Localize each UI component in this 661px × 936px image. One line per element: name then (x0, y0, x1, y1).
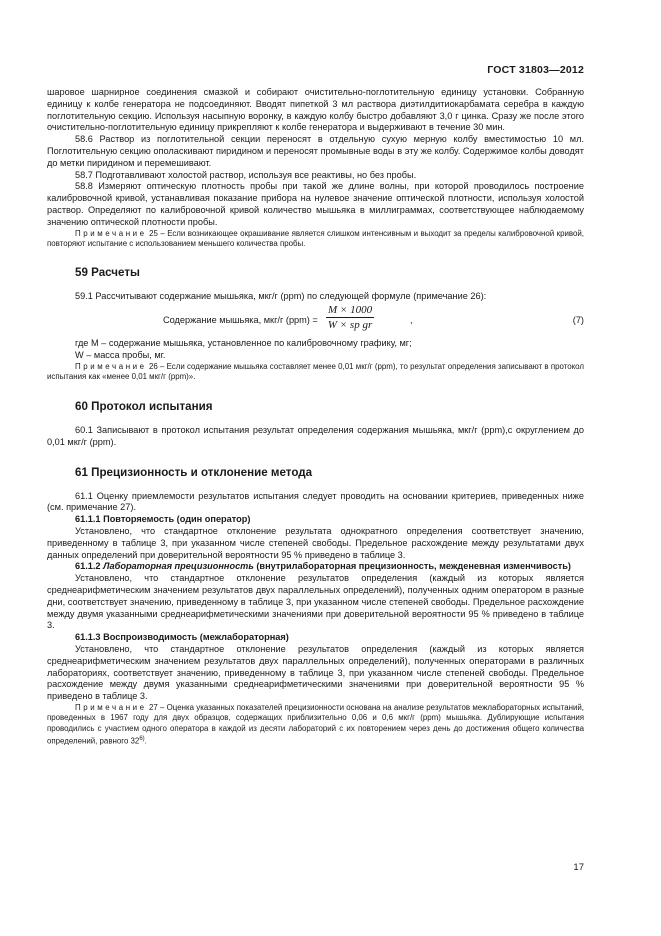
document-code: ГОСТ 31803—2012 (487, 64, 584, 76)
heading-61-1-2 (47, 561, 584, 573)
note-25-text: 25 – Если возникающее окрашивание является слишком интенсивным и выходит за пределы калибровочной кривой, повторяют испытание с использованием меньшего количества пробы. (47, 228, 584, 249)
paragraph-61-1-2: Установлено, что стандартное отклонение результатов определения (каждый из которых является среднеарифметическим значением результатов двух параллельных определений), полученных одним оператором в разные дни, соответствует значению, приведенному в таблице 3, при указанном числе степеней свободы. Предельное расхождение между двумя указанными среднеарифметическими значениями при доверительной вероятности 95 % приведено в таблице 3. (47, 573, 584, 631)
where-m: где M – содержание мышьяка, установленное по калибровочному графику, мг; (75, 338, 412, 349)
where-w: W – масса пробы, мг. (75, 350, 166, 361)
formula-number: (7) (572, 315, 584, 326)
formula-comma: , (410, 315, 413, 326)
section-60-title: 60 Протокол испытания (75, 399, 213, 413)
note-26 (47, 362, 584, 383)
heading-61-1-1: 61.1.1 Повторяемость (один оператор) (75, 514, 251, 525)
paragraph-58-6: 58.6 Раствор из поглотительной секции переносят в отдельную сухую мерную колбу вместимостью 10 мл. Поглотительную секцию ополаскивают пиридином и переносят промывные воды в эту же колбу. Содержимое колбы доводят до метки пиридином и перемешивают. (47, 134, 584, 168)
heading-61-1-2-italic: Лабораторная прецизионность (103, 561, 254, 572)
formula-denominator: W × sp gr (327, 319, 373, 332)
paragraph-continued: шаровое шарнирное соединения смазкой и собирают очистительно-поглотительную единицу установки. Собранную единицу к колбе генератора не подсоединяют. Вводят пипеткой 3 мл раствора диэтилдитиокарбамата серебра в каждую поглотительную секцию. Используя насыпную воронку, в каждую колбу быстро добавляют 3,0 г цинка. Сразу же после этого очистительно-поглотительную единицу прикрепляют к колбе генератора и выдерживают в течение 30 мин. (47, 87, 584, 133)
paragraph-61-1-3: Установлено, что стандартное отклонение результатов определения (каждый из которых является среднеарифметическим значением результатов двух параллельных определений), полученных операторами в различных лабораториях, соответствует значению, приведенному в таблице 3, при указанном числе степеней свободы. Предельное расхождение между двумя указанными среднеарифметическими значениями при доверительной вероятности 95 % приведено в таблице 3. (47, 643, 584, 702)
note-27 (47, 703, 584, 748)
page-body (47, 0, 584, 748)
paragraph-61-1-1: Установлено, что стандартное отклонение результата однократного определения соответствует значению, приведенному в таблице 3, при указанном числе степеней свободы. Предельное расхождение между результатами двух данных определений при доверительной вероятности 95 % приведено в таблице 3. (47, 525, 584, 560)
formula-fraction (326, 303, 374, 333)
paragraph-58-7: 58.7 Подготавливают холостой раствор, используя все реактивы, но без пробы. (75, 169, 417, 180)
formula-numerator: M × 1000 (328, 304, 373, 317)
page-number: 17 (573, 862, 584, 873)
note-label: Примечание (75, 361, 147, 371)
heading-61-1-2-rest: (внутрилабораторная прецизионность, межденевная изменчивость) (253, 561, 571, 572)
note-27-end: . (144, 737, 147, 747)
formula-7 (47, 302, 584, 338)
heading-61-1-2-num: 61.1.2 (75, 561, 104, 572)
note-label: Примечание (75, 702, 147, 712)
note-27-text: 27 – Оценка указанных показателей прецизионности основана на анализе результатов межлабораторных испытаний, проведенных в 1967 году для двух образцов, содержащих приблизительно 0,06 и 0,6 мкг/г (ppm) мышьяка. Дублирующие испытания проводились с участием одного оператора в каждой из десяти лабораторий с их повторением через день до достижения общего количества определений, равного 32 (47, 702, 584, 747)
section-59-title: 59 Расчеты (75, 265, 140, 279)
note-25 (47, 229, 584, 250)
paragraph-59-1: 59.1 Рассчитывают содержание мышьяка, мкг/г (ppm) по следующей формуле (примечание 26): (75, 290, 487, 301)
section-61-title: 61 Прецизионность и отклонение метода (75, 465, 313, 479)
footnote-ref: 6) (139, 736, 145, 743)
note-label: Примечание (75, 228, 147, 238)
formula-lhs: Содержание мышьяка, мкг/г (ppm) = (163, 315, 318, 326)
paragraph-61-1: 61.1 Оценку приемлемости результатов испытания следует проводить на основании критериев, приведенных ниже (см. примечание 27). (47, 490, 584, 513)
paragraph-60-1: 60.1 Записывают в протокол испытания результат определения содержания мышьяка, мкг/г (ppm),с округлением до 0,01 мкг/г (ppm). (47, 424, 584, 447)
note-26-text: 26 – Если содержание мышьяка составляет менее 0,01 мкг/г (ppm), то результат определения записывают в протокол испытания как «менее 0,01 мкг/г (ppm)». (47, 361, 584, 382)
paragraph-58-8: 58.8 Измеряют оптическую плотность пробы при такой же длине волны, при которой проводилось построение калибровочной кривой, устанавливая показание прибора на нулевое значение оптической плотности, используя холостой раствор. Определяют по калибровочной кривой количество мышьяка в миллиграммах, соответствующее наблюдаемому значению оптической плотности пробы. (47, 181, 584, 227)
heading-61-1-3: 61.1.3 Воспроизводимость (межлабораторная) (75, 632, 289, 643)
